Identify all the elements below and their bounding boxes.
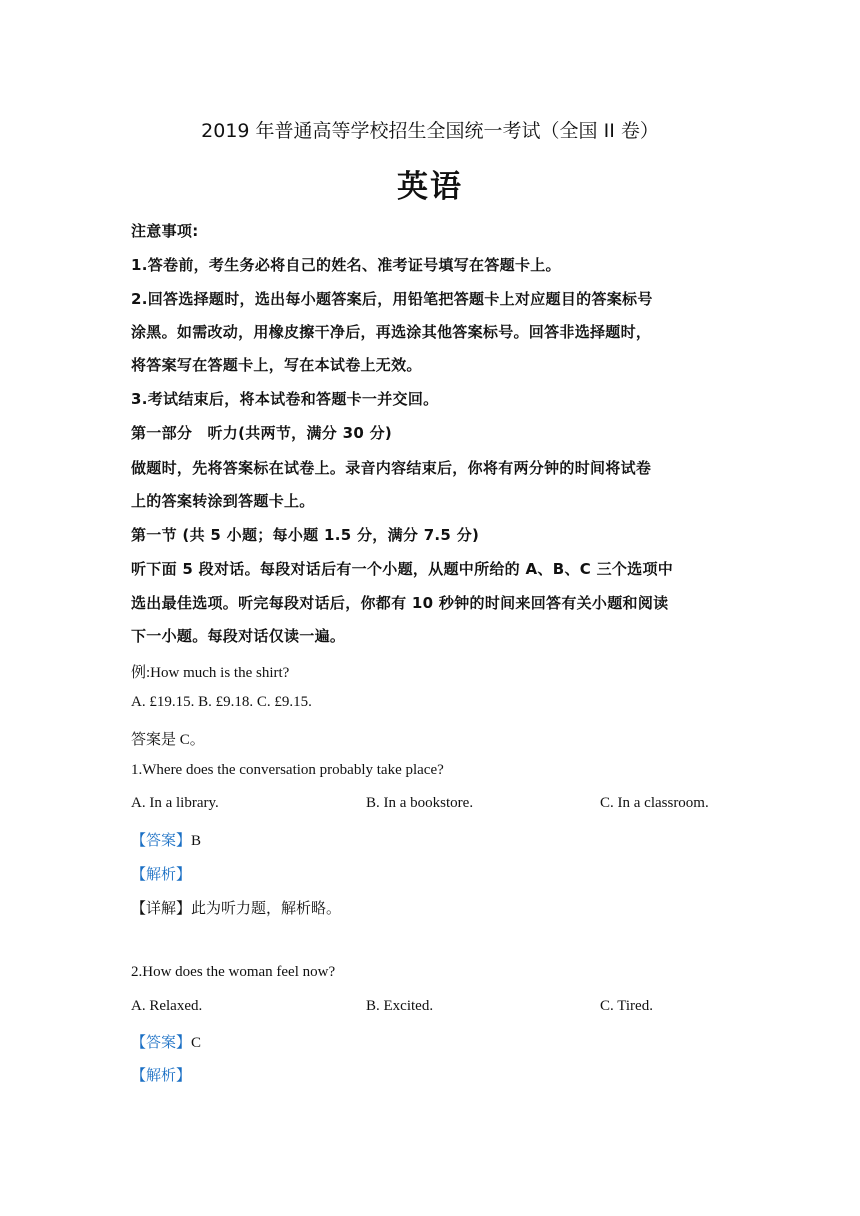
notice-item-2-line-3: 将答案写在答题卡上，写在本试卷上无效。 <box>131 356 422 374</box>
part1-intro-line-1: 做题时，先将答案标在试卷上。录音内容结束后，你将有两分钟的时间将试卷 <box>131 459 652 477</box>
question-1-answer-line <box>131 829 201 850</box>
question-2-options <box>0 998 860 1020</box>
notice-item-3: 3.考试结束后，将本试卷和答题卡一并交回。 <box>131 390 439 408</box>
detail-tag: 【详解】 <box>131 901 192 917</box>
answer-tag: 【答案】 <box>131 1035 192 1051</box>
analysis-tag: 【解析】 <box>131 1068 192 1084</box>
question-2-analysis-line <box>131 1064 191 1085</box>
section1-heading: 第一节 (共 5 小题；每小题 1.5 分，满分 7.5 分) <box>131 526 480 544</box>
part1-intro-line-2: 上的答案转涂到答题卡上。 <box>131 492 315 510</box>
example-question: 例:How much is the shirt? <box>131 665 290 681</box>
section1-intro-line-1: 听下面 5 段对话。每段对话后有一个小题，从题中所给的 A、B、C 三个选项中 <box>131 560 674 578</box>
question-2-option-c: C. Tired. <box>600 998 653 1014</box>
question-1-option-b: B. In a bookstore. <box>366 795 474 811</box>
question-1-answer: B <box>191 833 202 849</box>
notice-item-2-line-1: 2.回答选择题时，选出每小题答案后，用铅笔把答题卡上对应题目的答案标号 <box>131 290 653 308</box>
part1-heading: 第一部分 听力(共两节，满分 30 分) <box>131 424 393 442</box>
question-1-stem: 1.Where does the conversation probably take place? <box>131 762 444 778</box>
question-2-answer: C <box>191 1035 202 1051</box>
analysis-tag: 【解析】 <box>131 867 192 883</box>
question-1-detail: 此为听力题，解析略。 <box>191 901 342 917</box>
notice-item-2-line-2: 涂黑。如需改动，用橡皮擦干净后，再选涂其他答案标号。回答非选择题时， <box>131 323 652 341</box>
example-options: A. £19.15. B. £9.18. C. £9.15. <box>131 694 312 710</box>
question-1-option-c: C. In a classroom. <box>600 795 709 811</box>
question-2-option-b: B. Excited. <box>366 998 434 1014</box>
question-2-stem: 2.How does the woman feel now? <box>131 964 336 980</box>
notice-heading: 注意事项: <box>131 222 199 240</box>
exam-title: 2019 年普通高等学校招生全国统一考试（全国 II 卷） <box>201 120 659 142</box>
subject-title: 英语 <box>397 169 463 205</box>
example-answer: 答案是 C。 <box>131 732 205 748</box>
question-1-detail-line <box>131 897 341 918</box>
section1-intro-line-2: 选出最佳选项。听完每段对话后，你都有 10 秒钟的时间来回答有关小题和阅读 <box>131 594 669 612</box>
section1-intro-line-3: 下一小题。每段对话仅读一遍。 <box>131 627 346 645</box>
question-1-options <box>0 795 860 817</box>
question-1-analysis-line <box>131 863 191 884</box>
notice-item-1: 1.答卷前，考生务必将自己的姓名、准考证号填写在答题卡上。 <box>131 256 561 274</box>
question-1-option-a: A. In a library. <box>131 795 219 811</box>
question-2-answer-line <box>131 1031 201 1052</box>
answer-tag: 【答案】 <box>131 833 192 849</box>
question-2-option-a: A. Relaxed. <box>131 998 203 1014</box>
